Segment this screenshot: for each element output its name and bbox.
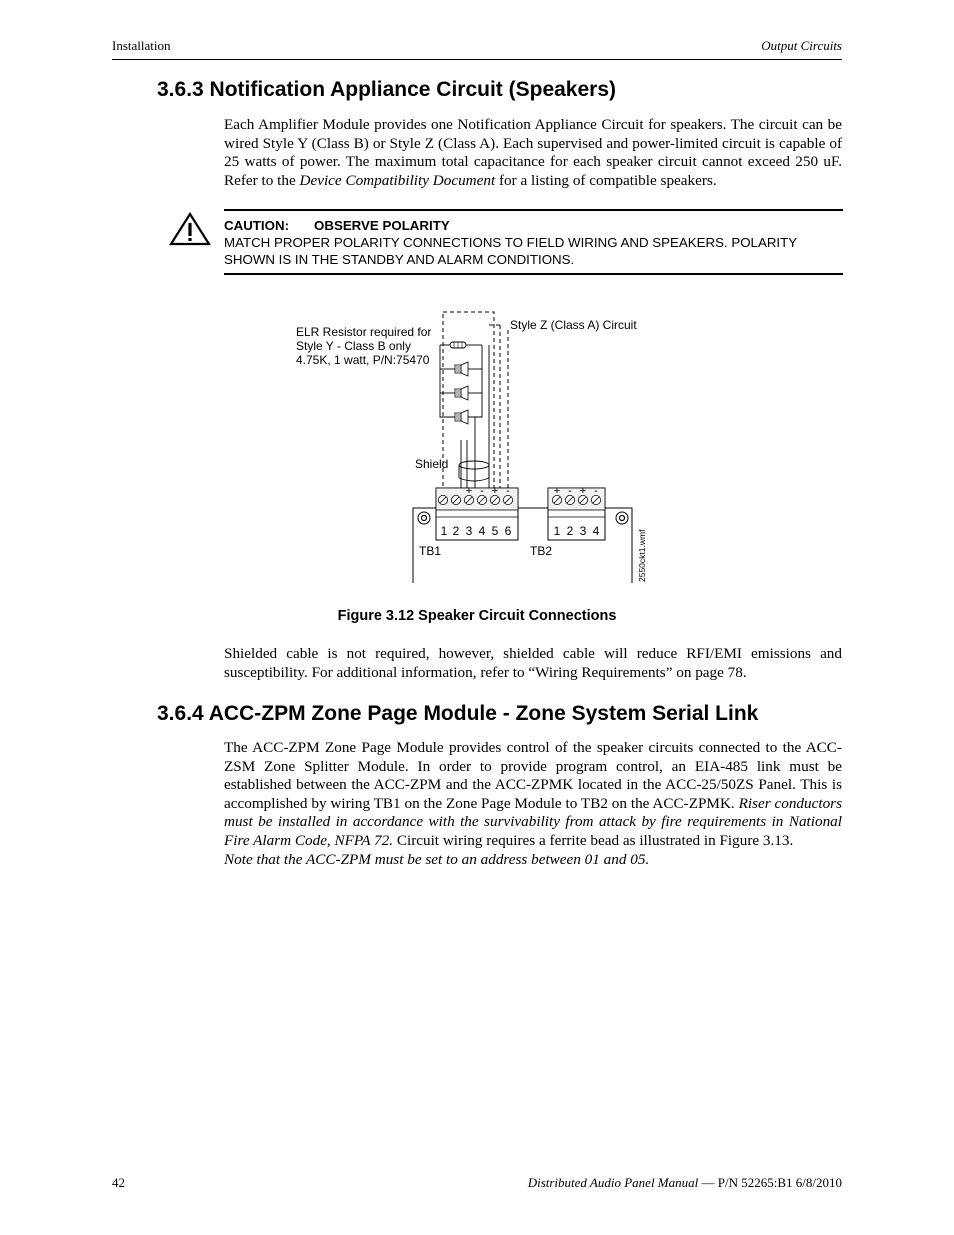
tb2-label: TB2 (530, 544, 553, 558)
caution-heading-row (224, 217, 843, 234)
riser-requirement-text: Riser conductors must be installed in accordance with the survivability from attack by fire requirements in National Fire Alarm Code, NFPA 72. (224, 794, 842, 849)
tb1-terminal-4: 4 (478, 524, 486, 538)
header-section-name: Installation (112, 38, 171, 53)
caution-body: MATCH PROPER POLARITY CONNECTIONS TO FIELD WIRING AND SPEAKERS. POLARITY SHOWN IS IN THE STANDBY AND ALARM CONDITIONS. (224, 235, 797, 267)
tb1-terminal-2: 2 (452, 524, 460, 538)
tb1-terminal-5: 5 (491, 524, 499, 538)
manual-reference: — P/N 52265:B1 6/8/2010 (698, 1175, 842, 1190)
caution-rule-bottom (224, 273, 843, 275)
elr-note-line-3: 4.75K, 1 watt, P/N:75470 (296, 353, 430, 367)
tb1-polarity-3: + (491, 485, 499, 497)
tb1-label: TB1 (419, 544, 442, 558)
tb1-terminal-3: 3 (465, 524, 473, 538)
tb1-terminal-1: 1 (440, 524, 448, 538)
figure-caption: Figure 3.12 Speaker Circuit Connections (337, 608, 617, 624)
section-title-3-6-4: 3.6.4 ACC-ZPM Zone Page Module - Zone System Serial Link (157, 702, 759, 725)
shield-paragraph: Shielded cable is not required, however, shielded cable will reduce RFI/EMI emissions and susceptibility. For additional information, refer to “Wiring Requirements” on page 78. (224, 645, 842, 681)
paragraph-text: Circuit wiring requires a ferrite bead as illustrated in Figure 3.13. (393, 831, 794, 849)
speaker-enclosure-dashed (443, 312, 494, 502)
section2-paragraph (224, 739, 842, 869)
manual-title: Distributed Audio Panel Manual (527, 1175, 699, 1190)
tb1-polarity-1: + (465, 485, 473, 497)
tb2-terminal-4: 4 (592, 524, 600, 538)
tb2-terminal-3: 3 (579, 524, 587, 538)
tb1-polarity-2: - (480, 485, 484, 497)
caution-heading: OBSERVE POLARITY (314, 218, 450, 233)
tb2-polarity-4: - (594, 485, 598, 497)
caution-label: CAUTION: (224, 218, 289, 233)
speaker-circuit-diagram (280, 300, 680, 600)
tb2-polarity-1: + (553, 485, 561, 497)
speaker-icon (455, 410, 468, 424)
paragraph-text: Each Amplifier Module provides one Notification Appliance Circuit for speakers. The circuit can be wired Style Y (Class B) or Style Z (Class A). Each supervised and power-limited circuit is capable of 25 watts of power. The maximum total capacitance for each speaker circuit cannot exceed 250 uF. Refer to the (224, 116, 842, 189)
shield-label: Shield (415, 457, 449, 471)
tb2-terminal-1: 1 (553, 524, 561, 538)
paragraph-text: for a listing of compatible speakers. (495, 171, 717, 189)
tb2-polarity-3: + (579, 485, 587, 497)
caution-notice (224, 217, 843, 268)
header-chapter-name: Output Circuits (761, 38, 842, 53)
section1-paragraph (224, 116, 842, 190)
tb2-polarity-2: - (568, 485, 572, 497)
tb1-polarity-4: - (506, 485, 510, 497)
tb2-terminal-2: 2 (566, 524, 574, 538)
section-title-3-6-3: 3.6.3 Notification Appliance Circuit (Speakers) (157, 78, 617, 101)
header-rule (112, 59, 842, 60)
elr-note-line-1: ELR Resistor required for (296, 325, 432, 339)
speaker-icon (455, 362, 468, 376)
shield-cable-icon (459, 461, 489, 481)
figure-labels (296, 318, 647, 582)
figure-file-name: 2550ckt1.wmf (637, 529, 647, 582)
elr-resistor-icon (440, 342, 482, 348)
elr-note-line-2: Style Y - Class B only (296, 339, 411, 353)
speaker-icon (455, 386, 468, 400)
paragraph-text: The ACC-ZPM Zone Page Module provides control of the speaker circuits connected to the ACC-ZSM Zone Splitter Module. In order to provide program control, an EIA-485 link must be established between the ACC-ZPM and the ACC-ZPMK located in the ACC-25/50ZS Panel. This is accomplished by wiring TB1 on the Zone Page Module to TB2 on the ACC-ZPMK. (224, 739, 842, 812)
style-z-wiring (489, 325, 508, 490)
caution-rule-top (224, 209, 843, 211)
page-number: 42 (112, 1175, 125, 1190)
warning-triangle-icon (169, 212, 211, 246)
document-reference: Device Compatibility Document (299, 171, 496, 189)
address-note: Note that the ACC-ZPM must be set to an address between 01 and 05. (224, 850, 650, 868)
tb1-terminal-6: 6 (504, 524, 512, 538)
footer-manual-info (528, 1175, 842, 1191)
style-z-label: Style Z (Class A) Circuit (510, 318, 637, 332)
